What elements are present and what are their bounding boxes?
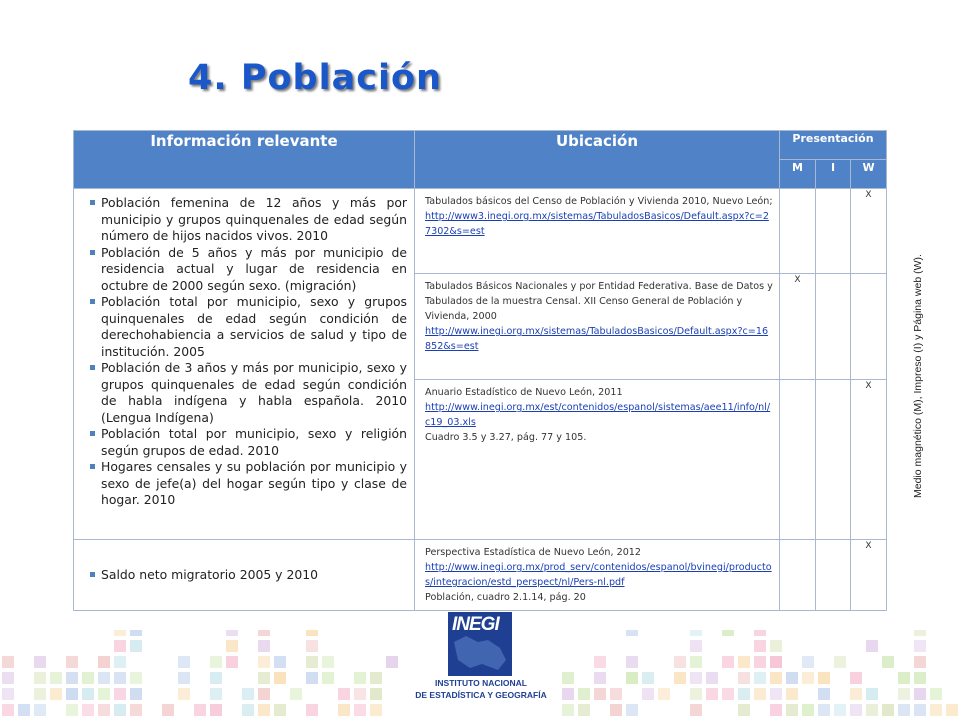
- location-cell: Tabulados Básicos Nacionales y por Entidad Federativa. Base de Datos y Tabulados de la muestra Censal. XII Censo General de Población y Vivienda, 2000 http://www.inegi.org.mx/sistemas/TabuladosBasicos/Default.aspx?c=16852&s=est: [415, 274, 780, 380]
- decor-square: [226, 656, 238, 668]
- mark-m: [780, 540, 816, 611]
- logo-word: INEGI: [452, 614, 499, 635]
- decor-square: [898, 704, 910, 716]
- decor-square: [770, 688, 782, 700]
- decor-square: [674, 672, 686, 684]
- decor-square: [34, 704, 46, 716]
- decor-square: [2, 704, 14, 716]
- decor-square: [818, 688, 830, 700]
- decor-square: [82, 672, 94, 684]
- location-cell: Tabulados básicos del Censo de Población y Vivienda 2010, Nuevo León; http://www3.inegi.org.mx/sistemas/TabuladosBasicos/Default.aspx?c=27302&s=est: [415, 189, 780, 274]
- decor-square: [578, 688, 590, 700]
- decor-square: [706, 672, 718, 684]
- decor-square: [258, 672, 270, 684]
- decor-square: [834, 704, 846, 716]
- decor-square: [562, 704, 574, 716]
- bullet-icon: [90, 431, 95, 436]
- decor-square: [338, 704, 350, 716]
- decor-square: [306, 630, 318, 636]
- decor-square: [594, 672, 606, 684]
- decor-square: [690, 640, 702, 652]
- decor-square: [786, 672, 798, 684]
- decor-square: [914, 704, 926, 716]
- logo-line2: DE ESTADÍSTICA Y GEOGRAFÍA: [408, 690, 554, 700]
- decor-square: [306, 656, 318, 668]
- decor-square: [338, 688, 350, 700]
- decor-square: [2, 672, 14, 684]
- decor-square: [130, 704, 142, 716]
- decor-square: [770, 672, 782, 684]
- decor-square: [178, 672, 190, 684]
- decor-square: [866, 704, 878, 716]
- decor-square: [274, 656, 286, 668]
- header-presentation: Presentación: [780, 131, 887, 160]
- mark-m: X: [780, 274, 816, 380]
- decor-square: [66, 704, 78, 716]
- decor-square: [818, 704, 830, 716]
- decor-square: [306, 704, 318, 716]
- decor-square: [738, 704, 750, 716]
- list-item: Población total por municipio, sexo y religión según grupos de edad. 2010: [90, 426, 407, 459]
- decor-square: [386, 656, 398, 668]
- decor-square: [66, 672, 78, 684]
- decor-square: [786, 704, 798, 716]
- slide-title: 4. Población: [188, 58, 442, 98]
- info-cell-group2: [74, 540, 415, 611]
- decor-square: [18, 704, 30, 716]
- header-w: W: [851, 160, 887, 189]
- mark-m: [780, 189, 816, 274]
- decor-square: [898, 672, 910, 684]
- bullet-icon: [90, 572, 95, 577]
- decor-square: [802, 672, 814, 684]
- decor-square: [210, 688, 222, 700]
- list-item: Hogares censales y su población por municipio y sexo de jefe(a) del hogar según tipo y clase de hogar. 2010: [90, 459, 407, 509]
- decor-square: [322, 656, 334, 668]
- decor-square: [258, 640, 270, 652]
- bullet-icon: [90, 365, 95, 370]
- decor-square: [626, 656, 638, 668]
- location-cell: Anuario Estadístico de Nuevo León, 2011 http://www.inegi.org.mx/est/contenidos/espanol/sistemas/aee11/info/nl/c19_03.xls Cuadro 3.5 y 3.27, pág. 77 y 105.: [415, 380, 780, 540]
- decor-square: [210, 704, 222, 716]
- decor-square: [610, 688, 622, 700]
- bullet-icon: [90, 250, 95, 255]
- decor-square: [50, 672, 62, 684]
- information-table: [73, 130, 887, 611]
- bullet-icon: [90, 200, 95, 205]
- mark-w: X: [851, 189, 887, 274]
- decor-square: [210, 656, 222, 668]
- mark-i: [816, 540, 851, 611]
- decor-square: [178, 688, 190, 700]
- decor-square: [626, 704, 638, 716]
- decor-square: [2, 688, 14, 700]
- decor-square: [370, 688, 382, 700]
- mark-i: [816, 274, 851, 380]
- decor-square: [130, 640, 142, 652]
- decor-square: [562, 688, 574, 700]
- decor-square: [866, 640, 878, 652]
- decor-square: [354, 672, 366, 684]
- decor-square: [34, 672, 46, 684]
- decor-square: [306, 640, 318, 652]
- mark-i: [816, 380, 851, 540]
- decor-square: [370, 704, 382, 716]
- decor-square: [690, 672, 702, 684]
- decor-square: [914, 656, 926, 668]
- decor-square: [914, 640, 926, 652]
- decor-square: [642, 672, 654, 684]
- decor-square: [354, 704, 366, 716]
- decor-square: [770, 656, 782, 668]
- decor-square: [930, 688, 942, 700]
- decor-square: [770, 640, 782, 652]
- decor-square: [98, 656, 110, 668]
- header-i: I: [816, 160, 851, 189]
- decor-square: [706, 688, 718, 700]
- decor-square: [242, 688, 254, 700]
- header-row: [74, 131, 887, 160]
- decor-square: [82, 704, 94, 716]
- decor-square: [226, 640, 238, 652]
- mark-w: X: [851, 540, 887, 611]
- decor-square: [610, 704, 622, 716]
- table-row: [74, 189, 887, 274]
- decor-square: [882, 656, 894, 668]
- decor-square: [690, 704, 702, 716]
- decor-square: [114, 630, 126, 636]
- decor-square: [274, 704, 286, 716]
- decor-square: [162, 704, 174, 716]
- decor-square: [786, 688, 798, 700]
- bullet-icon: [90, 299, 95, 304]
- decor-square: [914, 630, 926, 636]
- decor-square: [322, 672, 334, 684]
- decor-square: [754, 656, 766, 668]
- decor-square: [626, 672, 638, 684]
- decor-square: [738, 656, 750, 668]
- decor-square: [34, 688, 46, 700]
- decor-square: [370, 672, 382, 684]
- bullet-icon: [90, 464, 95, 469]
- decor-square: [642, 688, 654, 700]
- decor-square: [258, 656, 270, 668]
- list-item: Población total por municipio, sexo y grupos quinquenales de edad según condición de derechohabiencia a servicios de salud y tipo de institución. 2005: [90, 294, 407, 360]
- decor-square: [594, 688, 606, 700]
- decor-square: [722, 688, 734, 700]
- decor-square: [114, 656, 126, 668]
- decor-square: [690, 656, 702, 668]
- table-row: [74, 540, 887, 611]
- logo-line1: INSTITUTO NACIONAL: [408, 678, 554, 688]
- decor-square: [274, 672, 286, 684]
- decor-square: [226, 630, 238, 636]
- decor-square: [290, 688, 302, 700]
- decor-square: [594, 656, 606, 668]
- list-item: Población femenina de 12 años y más por municipio y grupos quinquenales de edad según número de hijos nacidos vivos. 2010: [90, 195, 407, 245]
- decor-square: [738, 672, 750, 684]
- decor-square: [850, 688, 862, 700]
- mark-i: [816, 189, 851, 274]
- decor-square: [114, 672, 126, 684]
- decor-square: [562, 672, 574, 684]
- decor-square: [754, 688, 766, 700]
- decor-square: [738, 688, 750, 700]
- decor-square: [98, 672, 110, 684]
- decor-square: [754, 630, 766, 636]
- mark-m: [780, 380, 816, 540]
- source-link[interactable]: http://www.inegi.org.mx/prod_serv/contenidos/espanol/bvinegi/productos/integracion/estd_perspect/nl/Pers-nl.pdf: [425, 562, 772, 588]
- decor-square: [658, 688, 670, 700]
- decor-square: [578, 704, 590, 716]
- decor-square: [754, 640, 766, 652]
- decor-square: [818, 672, 830, 684]
- decor-square: [114, 640, 126, 652]
- decor-square: [946, 704, 958, 716]
- decor-square: [722, 656, 734, 668]
- decor-square: [258, 704, 270, 716]
- presentation-legend: Medio magnético (M), Impreso (I) y Página web (W).: [912, 254, 924, 498]
- decor-square: [674, 656, 686, 668]
- decor-square: [50, 688, 62, 700]
- decor-square: [210, 672, 222, 684]
- inegi-logo: [408, 612, 554, 708]
- source-link[interactable]: http://www3.inegi.org.mx/sistemas/TabuladosBasicos/Default.aspx?c=27302&s=est: [425, 211, 769, 237]
- decor-square: [242, 704, 254, 716]
- decor-square: [722, 630, 734, 636]
- decor-square: [914, 688, 926, 700]
- mark-w: X: [851, 380, 887, 540]
- mark-w: [851, 274, 887, 380]
- header-location: Ubicación: [415, 131, 780, 189]
- decor-square: [114, 704, 126, 716]
- source-link[interactable]: http://www.inegi.org.mx/est/contenidos/espanol/sistemas/aee11/info/nl/c19_03.xls: [425, 402, 771, 428]
- decor-square: [914, 672, 926, 684]
- decor-square: [66, 688, 78, 700]
- decor-square: [354, 688, 366, 700]
- list-item: Saldo neto migratorio 2005 y 2010: [90, 567, 407, 584]
- decor-square: [306, 672, 318, 684]
- decor-square: [258, 630, 270, 636]
- decor-square: [834, 656, 846, 668]
- decor-square: [850, 704, 862, 716]
- decor-square: [66, 656, 78, 668]
- decor-square: [130, 688, 142, 700]
- decor-square: [178, 656, 190, 668]
- info-cell-group1: [74, 189, 415, 540]
- decor-square: [802, 656, 814, 668]
- header-info: Información relevante: [74, 131, 415, 189]
- list-item: Población de 3 años y más por municipio, sexo y grupos quinquenales de edad según condición de habla indígena y habla española. 2010 (Lengua Indígena): [90, 360, 407, 426]
- decor-square: [82, 688, 94, 700]
- decor-square: [930, 704, 942, 716]
- decor-square: [754, 672, 766, 684]
- source-link[interactable]: http://www.inegi.org.mx/sistemas/TabuladosBasicos/Default.aspx?c=16852&s=est: [425, 326, 769, 352]
- location-cell: Perspectiva Estadística de Nuevo León, 2012 http://www.inegi.org.mx/prod_serv/contenidos/espanol/bvinegi/productos/integracion/estd_perspect/nl/Pers-nl.pdf Población, cuadro 2.1.14, pág. 20: [415, 540, 780, 611]
- decor-square: [130, 672, 142, 684]
- decor-square: [194, 704, 206, 716]
- decor-square: [98, 688, 110, 700]
- list-item: Población de 5 años y más por municipio de residencia actual y lugar de residencia en octubre de 2000 según sexo. (migración): [90, 245, 407, 295]
- decor-square: [866, 688, 878, 700]
- decor-square: [2, 656, 14, 668]
- decor-square: [850, 672, 862, 684]
- decor-square: [882, 704, 894, 716]
- decor-square: [802, 704, 814, 716]
- decor-square: [34, 656, 46, 668]
- decor-square: [130, 630, 142, 636]
- decor-square: [770, 704, 782, 716]
- decor-square: [626, 630, 638, 636]
- decor-square: [690, 630, 702, 636]
- decor-square: [690, 688, 702, 700]
- decor-square: [114, 688, 126, 700]
- header-m: M: [780, 160, 816, 189]
- decor-square: [258, 688, 270, 700]
- decor-square: [898, 688, 910, 700]
- decor-square: [98, 704, 110, 716]
